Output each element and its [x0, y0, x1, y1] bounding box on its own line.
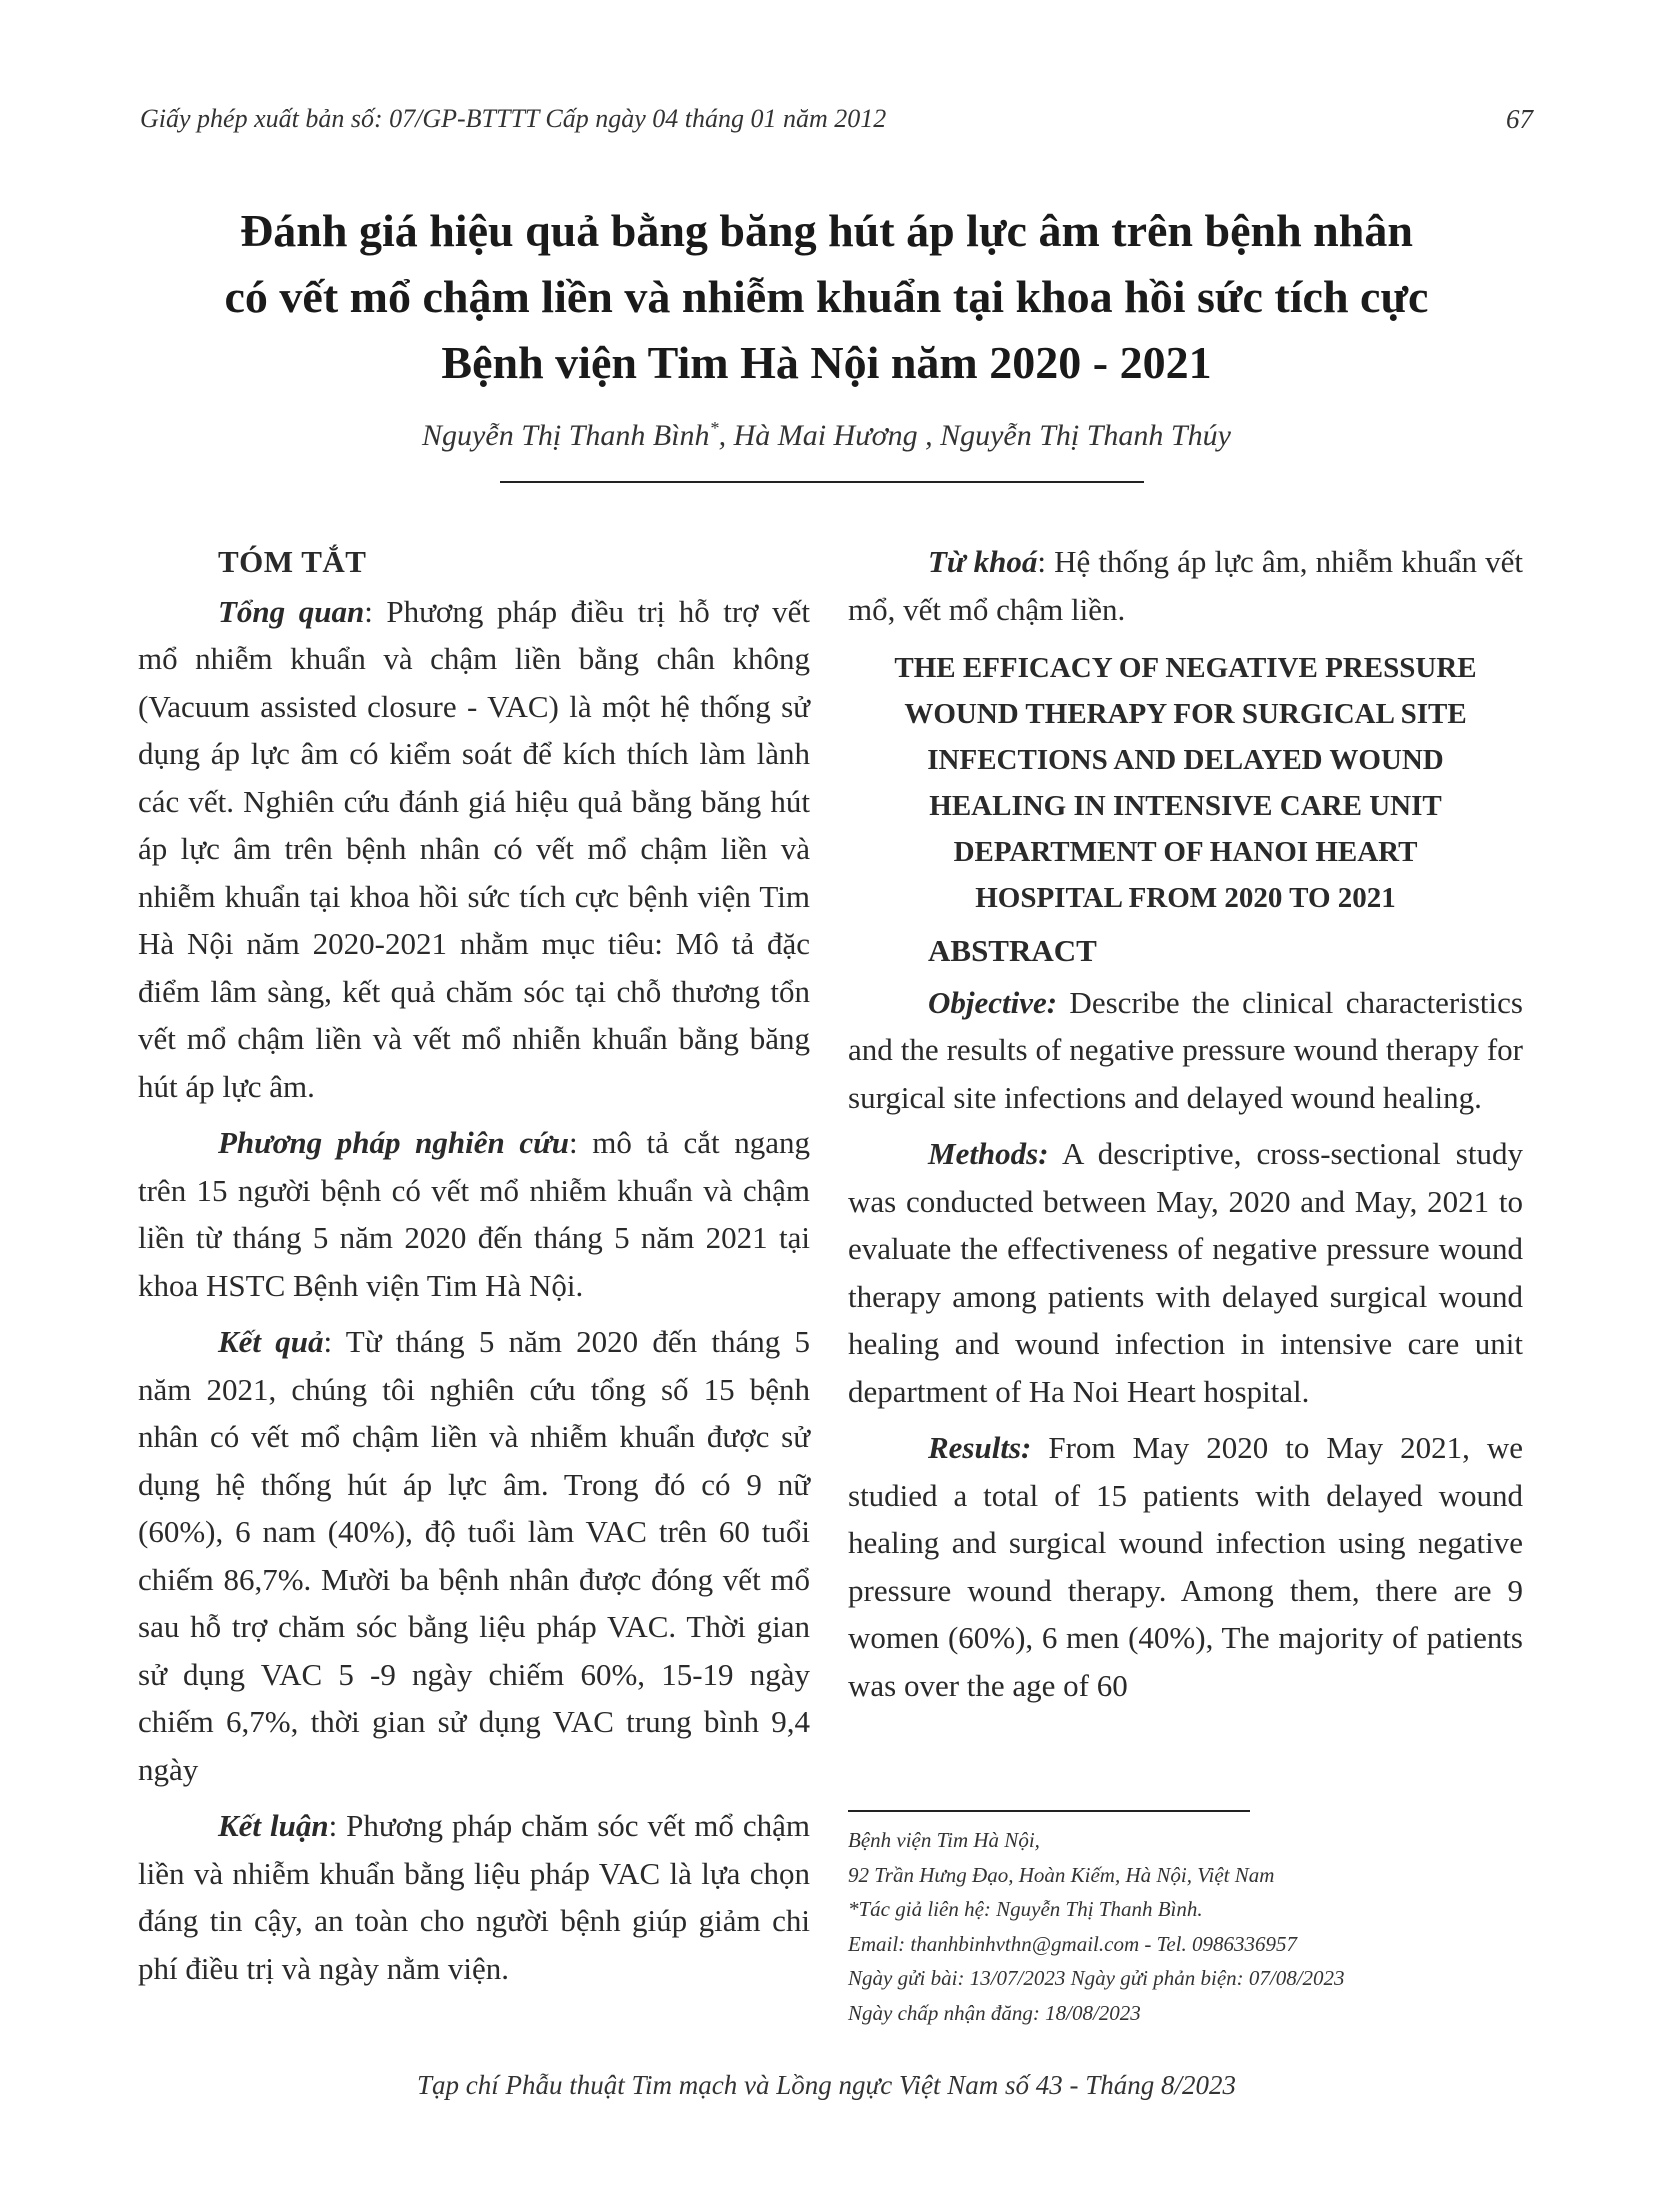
vi-methods-label: Phương pháp nghiên cứu [218, 1125, 569, 1160]
english-title [848, 645, 1523, 921]
footnote-divider [848, 1810, 1250, 1812]
english-title-line: HEALING IN INTENSIVE CARE UNIT [929, 790, 1442, 822]
footnote-contact: Email: thanhbinhvthn@gmail.com - Tel. 0986336957 [848, 1931, 1298, 1956]
vi-methods-paragraph [138, 1119, 810, 1309]
vi-methods-text: : mô tả cắt ngang trên 15 người bệnh có vết mổ nhiễm khuẩn và chậm liền từ tháng 5 năm 2020 đến tháng 5 năm 2021 tại khoa HSTC Bệnh viện Tim Hà Nội. [138, 1125, 810, 1303]
methods-label: Methods: [928, 1136, 1049, 1171]
footnote-accepted: Ngày chấp nhận đăng: 18/08/2023 [848, 2000, 1141, 2025]
vi-overview-label: Tổng quan [218, 593, 365, 629]
title-line: có vết mổ chậm liền và nhiễm khuẩn tại khoa hồi sức tích cực [224, 271, 1429, 322]
methods-text: A descriptive, cross-sectional study was conducted between May, 2020 and May, 2021 to evaluate the effectiveness of negative pressure wound therapy among patients with delayed surgical wound healing and wound infection in intensive care unit department of Ha Noi Heart hospital. [848, 1136, 1523, 1409]
footnotes [848, 1823, 1528, 2030]
objective-label: Objective: [928, 984, 1058, 1020]
paper-title [130, 198, 1523, 396]
author-first: Nguyễn Thị Thanh Bình [422, 419, 710, 452]
vi-abstract-heading: TÓM TẮT [218, 544, 367, 579]
left-column [138, 538, 810, 1992]
vi-conclusion-label: Kết luận [218, 1808, 329, 1843]
english-title-line: THE EFFICACY OF NEGATIVE PRESSURE [894, 652, 1477, 684]
vi-overview-paragraph [138, 588, 810, 1111]
english-title-line: INFECTIONS AND DELAYED WOUND [927, 744, 1444, 776]
keywords-text: : Hệ thống áp lực âm, nhiễm khuẩn vết mổ, vết mổ chậm liền. [848, 544, 1524, 627]
journal-footer: Tạp chí Phẫu thuật Tim mạch và Lồng ngực Việt Nam số 43 - Tháng 8/2023 [417, 2070, 1236, 2100]
footnote-address: 92 Trần Hưng Đạo, Hoàn Kiếm, Hà Nội, Việt Nam [848, 1862, 1275, 1887]
title-line: Đánh giá hiệu quả bằng băng hút áp lực âm trên bệnh nhân [240, 205, 1413, 256]
title-line: Bệnh viện Tim Hà Nội năm 2020 - 2021 [441, 337, 1212, 388]
page-number: 67 [1506, 104, 1533, 134]
header-license: Giấy phép xuất bản số: 07/GP-BTTTT Cấp ngày 04 tháng 01 năm 2012 [140, 104, 887, 133]
objective-paragraph [848, 979, 1523, 1122]
english-title-line: HOSPITAL FROM 2020 TO 2021 [975, 882, 1396, 914]
vi-results-paragraph [138, 1318, 810, 1793]
objective-text: Describe the clinical characteristics and the results of negative pressure wound therapy for surgical site infections and delayed wound healing. [848, 984, 1523, 1115]
results-text: From May 2020 to May 2021, we studied a total of 15 patients with delayed wound healing and surgical wound infection using negative pressure wound therapy. Among them, there are 9 women (60%), 6 men (40%), The majority of patients was over the age of 60 [848, 1430, 1523, 1703]
keywords-label: Từ khoá [928, 544, 1038, 579]
english-title-line: WOUND THERAPY FOR SURGICAL SITE [904, 698, 1467, 730]
keywords-paragraph [848, 538, 1523, 633]
corresponding-mark: * [709, 418, 719, 438]
vi-conclusion-text: : Phương pháp chăm sóc vết mổ chậm liền và nhiễm khuẩn bằng liệu pháp VAC là lựa chọn đáng tin cậy, an toàn cho người bệnh giúp giảm chi phí điều trị và ngày nằm viện. [138, 1808, 810, 1986]
vi-results-label: Kết quả [218, 1324, 324, 1359]
footnote-dates: Ngày gửi bài: 13/07/2023 Ngày gửi phản biện: 07/08/2023 [848, 1966, 1345, 1990]
author-divider [500, 481, 1144, 483]
methods-paragraph [848, 1130, 1523, 1415]
results-paragraph [848, 1424, 1523, 1709]
vi-results-text: : Từ tháng 5 năm 2020 đến tháng 5 năm 2021, chúng tôi nghiên cứu tổng số 15 bệnh nhân có vết mổ chậm liền và nhiễm khuẩn được sử dụng hệ thống hút áp lực âm. Trong đó có 9 nữ (60%), 6 nam (40%), độ tuổi làm VAC trên 60 tuổi chiếm 86,7%. Mười ba bệnh nhân được đóng vết mổ sau hỗ trợ chăm sóc bằng liệu pháp VAC. Thời gian sử dụng VAC 5 -9 ngày chiếm 60%, 15-19 ngày chiếm 6,7%, thời gian sử dụng VAC trung bình 9,4 ngày [138, 1324, 810, 1787]
abstract-heading: ABSTRACT [928, 933, 1097, 968]
results-label: Results: [928, 1430, 1032, 1465]
english-title-line: DEPARTMENT OF HANOI HEART [953, 836, 1418, 868]
footnote-corresponding: *Tác giả liên hệ: Nguyễn Thị Thanh Bình. [848, 1897, 1203, 1921]
author-list [0, 418, 1653, 453]
right-column [848, 538, 1523, 1709]
vi-overview-text: : Phương pháp điều trị hỗ trợ vết mổ nhiễm khuẩn và chậm liền bằng chân không (Vacuum assisted closure - VAC) là một hệ thống sử dụng áp lực âm có kiểm soát để kích thích làm lành các vết. Nghiên cứu đánh giá hiệu quả bằng băng hút áp lực âm trên bệnh nhân có vết mổ chậm liền và nhiễm khuẩn tại khoa hồi sức tích cực bệnh viện Tim Hà Nội năm 2020-2021 nhằm mục tiêu: Mô tả đặc điểm lâm sàng, kết quả chăm sóc tại chỗ thương tổn vết mổ chậm liền và vết mổ nhiễn khuẩn bằng băng hút áp lực âm. [138, 593, 810, 1104]
footnote-affiliation: Bệnh viện Tim Hà Nội, [848, 1828, 1040, 1852]
author-rest: , Hà Mai Hương , Nguyễn Thị Thanh Thúy [718, 419, 1231, 452]
vi-conclusion-paragraph [138, 1802, 810, 1992]
